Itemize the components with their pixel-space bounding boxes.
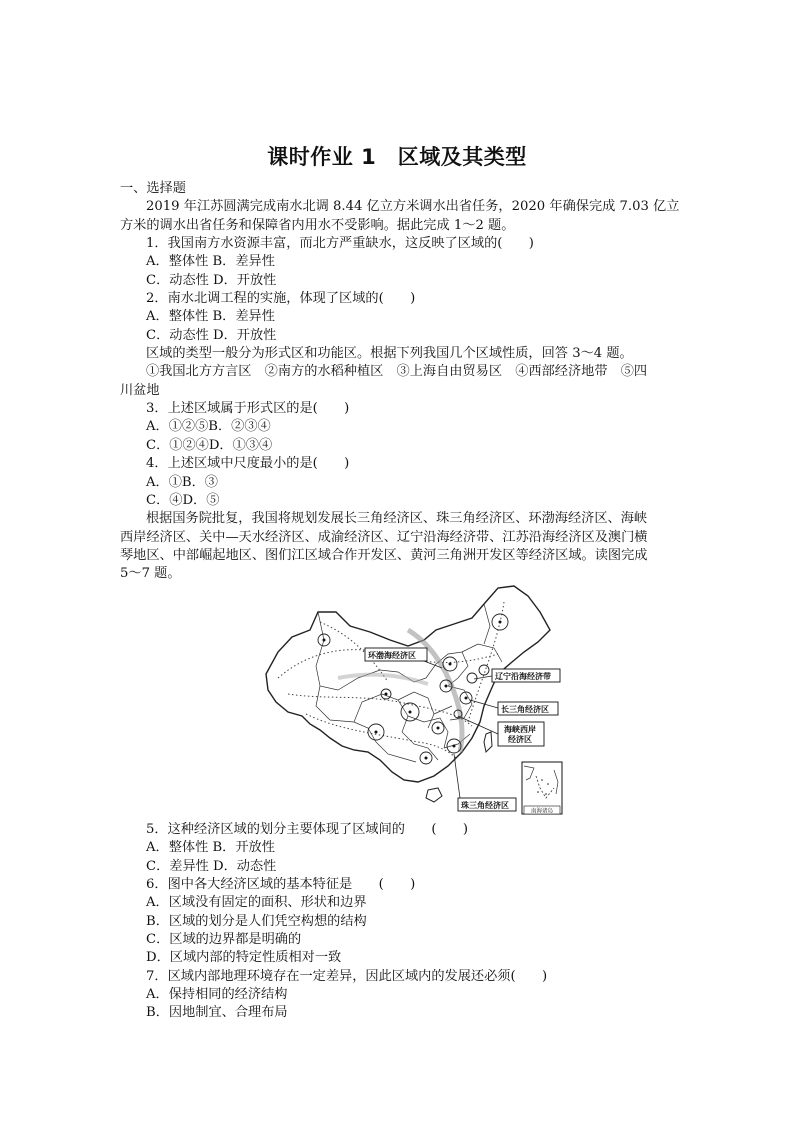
intro-passage-3-line2: 西岸经济区、关中—天水经济区、成渝经济区、辽宁沿海经济带、江苏沿海经济区及澳门横 (120, 529, 648, 545)
south-china-sea-inset (522, 762, 562, 815)
intro-passage-1-cont: 方米的调水出省任务和保障省内用水不受影响。据此完成 1～2 题。 (120, 217, 515, 233)
intro-passage-3-line4: 5～7 题。 (120, 566, 181, 582)
page-title: 课时作业 1 区域及其类型 (267, 145, 527, 169)
question-4-options-ab: A．①B．③ (146, 474, 218, 490)
question-7-option-a: A．保持相同的经济结构 (146, 987, 288, 1003)
question-6-option-c: C．区域的边界都是明确的 (146, 932, 302, 948)
region-list-cont: 川盆地 (120, 382, 160, 398)
question-5-options-cd: C．差异性 D．动态性 (146, 858, 277, 874)
label-bohai: 环渤海经济区 (368, 651, 416, 660)
question-6-option-a: A．区域没有固定的面积、形状和边界 (146, 895, 367, 911)
label-haixia-line1: 海峡西岸 (504, 725, 536, 734)
intro-passage-3: 根据国务院批复，我国将规划发展长三角经济区、珠三角经济区、环渤海经济区、海峡 (146, 511, 648, 527)
taiwan-island (484, 732, 492, 752)
label-nanhai: 南海诸岛 (530, 808, 554, 815)
label-liaoning: 辽宁沿海经济带 (495, 672, 551, 681)
question-6-option-b: B．区域的划分是人们凭空构想的结构 (146, 913, 367, 929)
question-6: 6．图中各大经济区域的基本特征是 ( ) (146, 877, 416, 893)
question-7: 7．区域内部地理环境存在一定差异，因此区域内的发展还必须( ) (146, 968, 548, 984)
label-zhusanjiao: 珠三角经济区 (461, 801, 509, 810)
question-5: 5．这种经济区域的划分主要体现了区域间的 ( ) (146, 822, 468, 837)
question-4-options-cd: C．④D．⑤ (146, 492, 220, 508)
question-4: 4．上述区域中尺度最小的是( ) (146, 456, 350, 472)
question-1: 1．我国南方水资源丰富，而北方严重缺水，这反映了区域的( ) (146, 236, 534, 252)
china-outline (266, 586, 550, 782)
question-2: 2．南水北调工程的实施，体现了区域的( ) (146, 291, 416, 307)
worksheet-body-2 (120, 821, 692, 1023)
label-haixia-line2: 经济区 (508, 735, 532, 744)
question-3-options-ab: A．①②⑤B．②③④ (146, 419, 271, 435)
question-7-option-b: B．因地制宜、合理布局 (146, 1005, 288, 1021)
china-economic-regions-map (258, 582, 564, 816)
question-3-options-cd: C．①②④D．①③④ (146, 437, 273, 453)
intro-passage-2: 区域的类型一般分为形式区和功能区。根据下列我国几个区域性质，回答 3～4 题。 (146, 346, 633, 362)
question-5-options-ab: A．整体性 B．开放性 (146, 840, 275, 856)
question-1-options-ab: A．整体性 B．差异性 (146, 254, 275, 270)
intro-passage-3-line3: 琴地区、中部崛起地区、图们江区域合作开发区、黄河三角洲开发区等经济区域。读图完成 (120, 547, 648, 563)
region-list: ①我国北方方言区 ②南方的水稻种植区 ③上海自由贸易区 ④西部经济地带 ⑤四 (146, 364, 648, 380)
question-1-options-cd: C．动态性 D．开放性 (146, 272, 277, 288)
question-6-option-d: D．区域内部的特定性质相对一致 (146, 950, 342, 966)
section-heading: 一、选择题 (120, 181, 186, 196)
question-3: 3．上述区域属于形式区的是( ) (146, 401, 350, 417)
question-2-options-cd: C．动态性 D．开放性 (146, 327, 277, 343)
label-changsanjiao: 长三角经济区 (501, 705, 549, 714)
intro-passage-1: 2019 年江苏圆满完成南水北调 8.44 亿立方米调水出省任务，2020 年确保完成 7.03 亿立 (146, 199, 680, 215)
worksheet-body (120, 180, 692, 584)
hainan-island (426, 788, 442, 802)
question-2-options-ab: A．整体性 B．差异性 (146, 309, 275, 325)
